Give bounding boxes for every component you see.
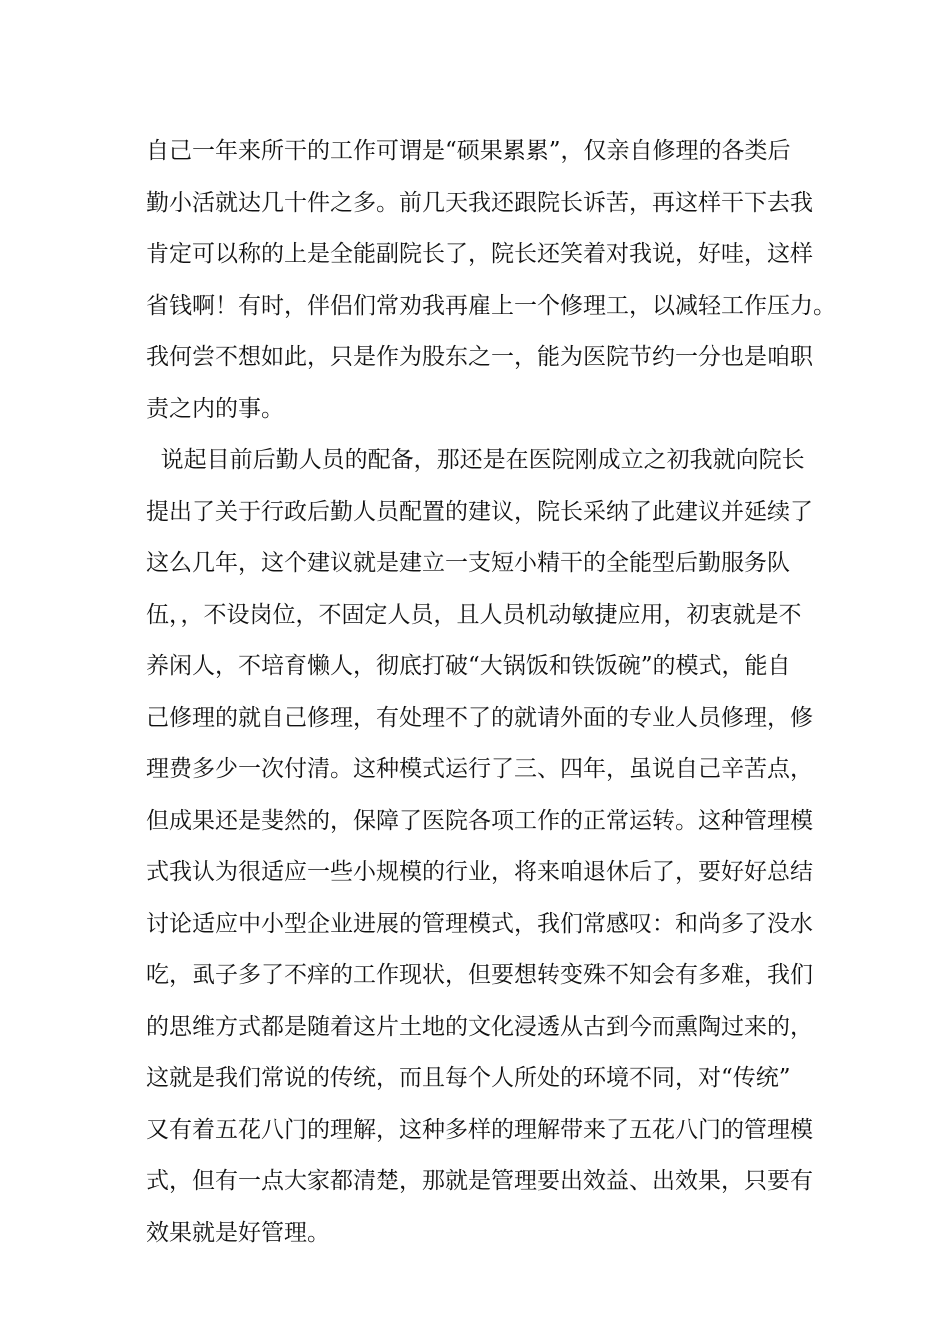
text-line: 说起目前后勤人员的配备，那还是在医院刚成立之初我就向院长 bbox=[146, 447, 805, 473]
text-line: 式我认为很适应一些小规模的行业，将来咱退休后了，要好好总结 bbox=[146, 859, 813, 885]
text-line: 讨论适应中小型企业进展的管理模式，我们常感叹：和尚多了没水 bbox=[146, 910, 813, 937]
paragraph-2 bbox=[146, 435, 826, 1259]
text-line: 这就是我们常说的传统，而且每个人所处的环境不同，对“传统” bbox=[146, 1065, 791, 1091]
text-line: 自己一年来所干的工作可谓是“硕果累累”，仅亲自修理的各类后 bbox=[146, 138, 791, 164]
paragraph-1 bbox=[146, 126, 836, 435]
text-line: 勤小活就达几十件之多。前几天我还跟院长诉苦，再这样干下去我 bbox=[146, 189, 813, 216]
text-line: 这么几年，这个建议就是建立一支短小精干的全能型后勤服务队 bbox=[146, 550, 790, 576]
text-line: 我何尝不想如此，只是作为股东之一，能为医院节约一分也是咱职 bbox=[146, 344, 813, 370]
text-line: 省钱啊！有时，伴侣们常劝我再雇上一个修理工，以减轻工作压力。 bbox=[146, 292, 836, 319]
text-line: 己修理的就自己修理，有处理不了的就请外面的专业人员修理，修 bbox=[146, 704, 813, 731]
text-line: 但成果还是斐然的，保障了医院各项工作的正常运转。这种管理模 bbox=[146, 807, 813, 834]
text-line: 伍，，不设岗位，不固定人员，且人员机动敏捷应用，初衷就是不 bbox=[146, 601, 802, 628]
text-line: 式，但有一点大家都清楚，那就是管理要出效益、出效果，只要有 bbox=[146, 1168, 813, 1194]
text-line: 的思维方式都是随着这片土地的文化浸透从古到今而熏陶过来的， bbox=[146, 1013, 813, 1040]
text-line: 养闲人，不培育懒人，彻底打破“大锅饭和铁饭碗”的模式，能自 bbox=[146, 653, 791, 679]
text-line: 责之内的事。 bbox=[146, 395, 284, 422]
text-line: 吃，虱子多了不痒的工作现状，但要想转变殊不知会有多难，我们 bbox=[146, 962, 813, 988]
text-line: 理费多少一次付清。这种模式运行了三、四年，虽说自己辛苦点， bbox=[146, 756, 813, 782]
text-line: 又有着五花八门的理解，这种多样的理解带来了五花八门的管理模 bbox=[146, 1116, 813, 1143]
text-line: 肯定可以称的上是全能副院长了，院长还笑着对我说，好哇，这样 bbox=[146, 241, 813, 267]
document-body bbox=[146, 126, 836, 1259]
text-line: 效果就是好管理。 bbox=[146, 1219, 330, 1246]
text-line: 提出了关于行政后勤人员配置的建议，院长采纳了此建议并延续了 bbox=[146, 498, 813, 525]
